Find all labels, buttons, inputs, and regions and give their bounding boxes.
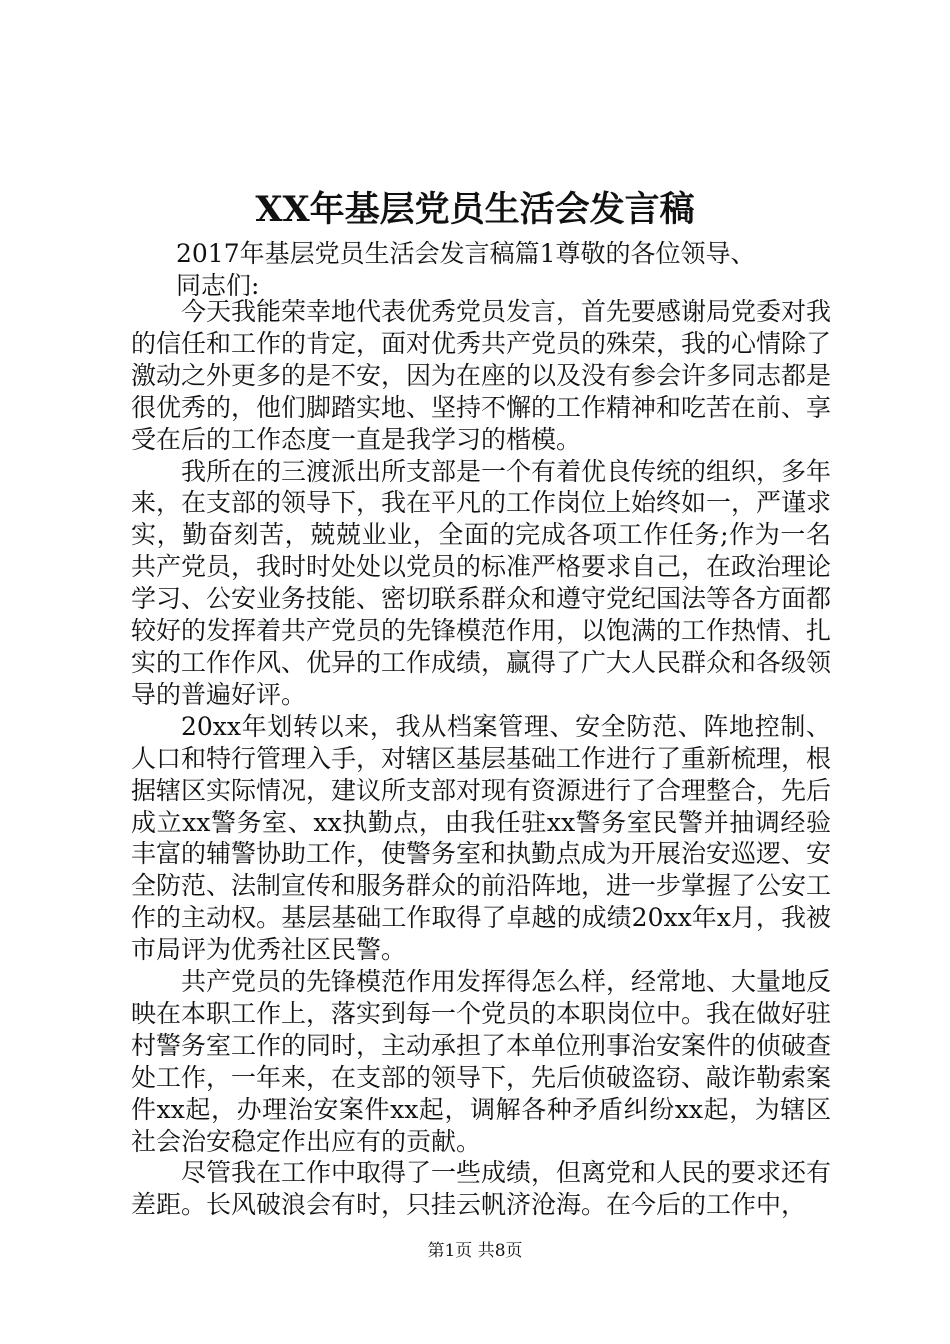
paragraph: 共产党员的先锋模范作用发挥得怎么样，经常地、大量地反映在本职工作上，落实到每一个党员的本职岗位中。我在做好驻村警务室工作的同时，主动承担了本单位刑事治安案件的侦破查处工作，一年来，在支部的领导下，先后侦破盗窃、敲诈勒索案件xx起，办理治安案件xx起，调解各种矛盾纠纷xx起，为辖区社会治安稳定作出应有的贡献。 [131,967,832,1156]
paragraph: 我所在的三渡派出所支部是一个有着优良传统的组织，多年来，在支部的领导下，我在平凡的工作岗位上始终如一，严谨求实，勤奋刻苦，兢兢业业，全面的完成各项工作任务;作为一名共产党员，我时时处处以党员的标准严格要求自己，在政治理论学习、公安业务技能、密切联系群众和遵守党纪国法等各方面都较好的发挥着共产党员的先锋模范作用，以饱满的工作热情、扎实的工作作风、优异的工作成绩，赢得了广大人民群众和各级领导的普遍好评。 [131,456,832,709]
page-number-footer: 第1页 共8页 [427,1241,523,1261]
document-subtitle [176,238,876,301]
paragraph: 尽管我在工作中取得了一些成绩，但离党和人民的要求还有差距。长风破浪会有时，只挂云帆济沧海。在今后的工作中， [131,1158,832,1220]
salutation-line: 同志们: [176,270,260,300]
document-title: XX年基层党员生活会发言稿 [255,189,695,230]
document-body [131,296,831,1221]
paragraph: 今天我能荣幸地代表优秀党员发言，首先要感谢局党委对我的信任和工作的肯定，面对优秀共产党员的殊荣，我的心情除了激动之外更多的是不安，因为在座的以及没有参会许多同志都是很优秀的，他们脚踏实地、坚持不懈的工作精神和吃苦在前、享受在后的工作态度一直是我学习的楷模。 [131,297,832,454]
paragraph: 20xx年划转以来，我从档案管理、安全防范、阵地控制、人口和特行管理入手，对辖区基层基础工作进行了重新梳理，根据辖区实际情况，建议所支部对现有资源进行了合理整合，先后成立xx警务室、xx执勤点，由我任驻xx警务室民警并抽调经验丰富的辅警协助工作，使警务室和执勤点成为开展治安巡逻、安全防范、法制宣传和服务群众的前沿阵地，进一步掌握了公安工作的主动权。基层基础工作取得了卓越的成绩20xx年x月，我被市局评为优秀社区民警。 [131,711,832,965]
subtitle-line: 2017年基层党员生活会发言稿篇1尊敬的各位领导、 [176,239,756,268]
